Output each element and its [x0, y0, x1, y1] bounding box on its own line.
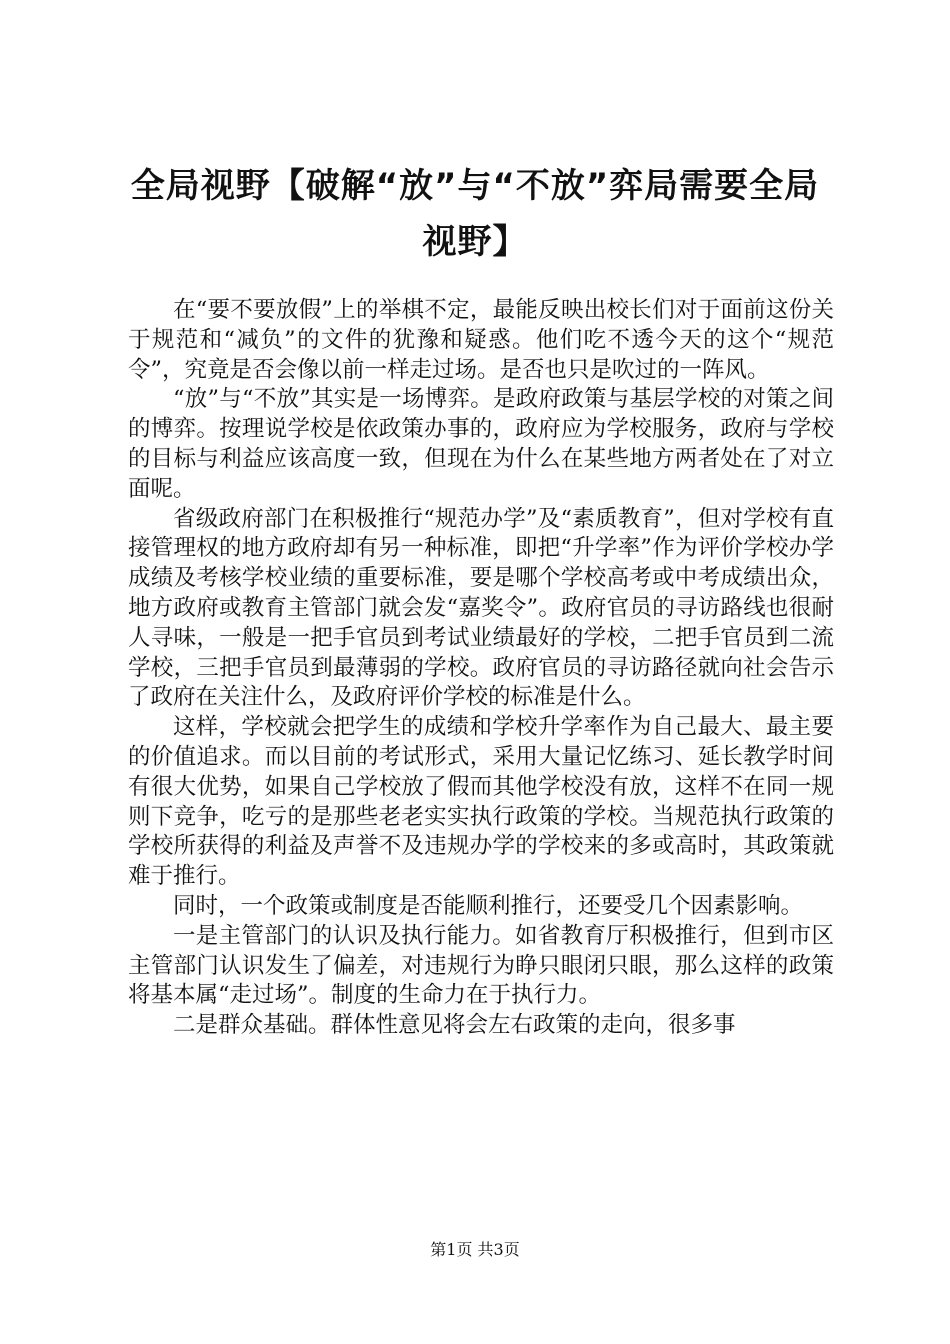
paragraph: 这样，学校就会把学生的成绩和学校升学率作为自己最大、最主要的价值追求。而以目前的考试形式，采用大量记忆练习、延长教学时间有很大优势，如果自己学校放了假而其他学校没有放，这样不在同一规则下竞争，吃亏的是那些老老实实执行政策的学校。当规范执行政策的学校所获得的利益及声誉不及违规办学的学校来的多或高时，其政策就难于推行。 — [128, 714, 834, 890]
paragraph: 二是群众基础。群体性意见将会左右政策的走向，很多事 — [173, 1012, 736, 1039]
paragraph: 在“要不要放假”上的举棋不定，最能反映出校长们对于面前这份关于规范和“减负”的文件的犹豫和疑惑。他们吃不透今天的这个“规范令”，究竟是否会像以前一样走过场。是否也只是吹过的一阵风。 — [128, 297, 834, 383]
paragraph: 省级政府部门在积极推行“规范办学”及“素质教育”，但对学校有直接管理权的地方政府却有另一种标准，即把“升学率”作为评价学校办学成绩及考核学校业绩的重要标准，要是哪个学校高考或中考成绩出众，地方政府或教育主管部门就会发“嘉奖令”。政府官员的寻访路线也很耐人寻味，一般是一把手官员到考试业绩最好的学校，二把手官员到二流学校，三把手官员到最薄弱的学校。政府官员的寻访路径就向社会告示了政府在关注什么，及政府评价学校的标准是什么。 — [128, 505, 834, 711]
document-body — [128, 296, 834, 1041]
paragraph: 同时，一个政策或制度是否能顺利推行，还要受几个因素影响。 — [173, 892, 804, 919]
paragraph: “放”与“不放”其实是一场博弈。是政府政策与基层学校的对策之间的博弈。按理说学校是依政策办事的，政府应为学校服务，政府与学校的目标与利益应该高度一致，但现在为什么在某些地方两者处在了对立面呢。 — [128, 386, 834, 502]
paragraph: 一是主管部门的认识及执行能力。如省教育厅积极推行，但到市区主管部门认识发生了偏差，对违规行为睁只眼闭只眼，那么这样的政策将基本属“走过场”。制度的生命力在于执行力。 — [128, 922, 834, 1009]
document-title: 全局视野【破解“放”与“不放”弈局需要全局视野】 — [130, 166, 820, 262]
page-footer: 第1页 共3页 — [430, 1240, 520, 1259]
